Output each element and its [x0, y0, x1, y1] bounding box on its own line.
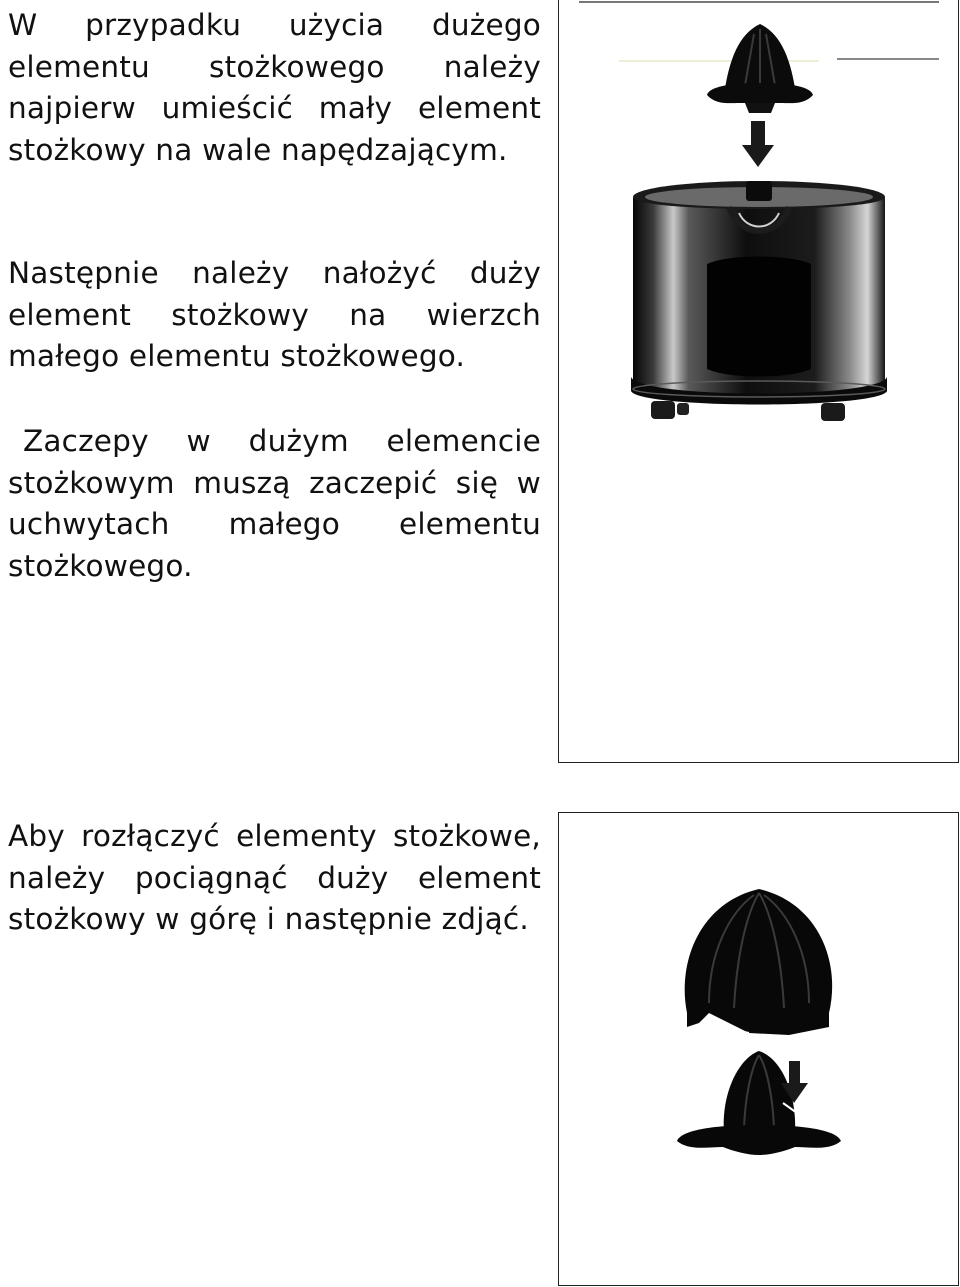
paragraph-disassemble: Aby rozłączyć elementy stożkowe, należy pociągnąć duży element stożkowy w górę i następnie zdjąć. — [8, 819, 541, 936]
down-arrow-icon — [781, 1061, 808, 1113]
figure-assembly-image — [559, 0, 957, 761]
figure-disassembly-image — [559, 813, 957, 1284]
figure-disassembly-frame — [558, 812, 959, 1286]
paragraph-place-large-cone: Następnie należy nałożyć duży element stożkowy na wierzch małego elementu stożkowego. — [8, 256, 541, 373]
paragraph-place-small-cone: W przypadku użycia dużego elementu stożkowego należy najpierw umieścić mały element stożkowy na wale napędzającym. — [8, 8, 541, 167]
small-cone-icon — [677, 1051, 841, 1155]
paragraph-hooks-engage: Zaczepy w dużym elemencie stożkowym muszą zaczepić się w uchwytach małego elementu stożkowego. — [8, 424, 541, 583]
juicer-base-icon — [631, 181, 887, 421]
figure-assembly-frame — [558, 0, 959, 763]
down-arrow-icon — [742, 121, 774, 167]
large-cone-icon — [685, 889, 832, 1035]
juicer-cone-icon — [707, 24, 813, 113]
